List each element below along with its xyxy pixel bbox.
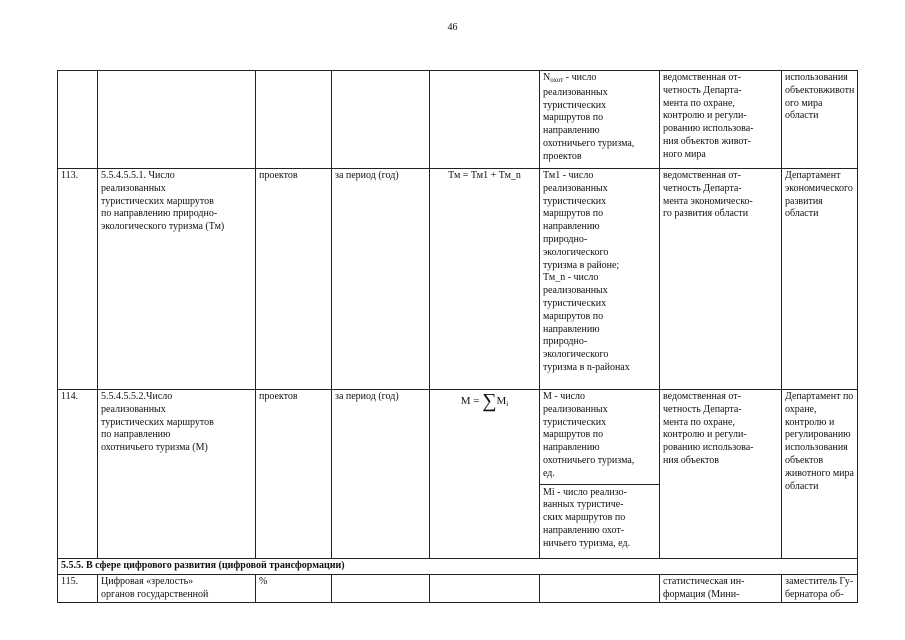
cell-name	[98, 71, 256, 169]
page-number: 46	[447, 22, 458, 33]
cell-unit: проектов	[256, 169, 332, 390]
cell-definition	[540, 390, 660, 559]
sum-symbol: ∑	[482, 390, 497, 413]
table-row-continuation	[58, 71, 858, 169]
formula-subscript: i	[506, 400, 509, 408]
cell-definition	[540, 574, 660, 603]
cell-source: ведомственная от- четность Департа- мента по охране, контролю и регули- рованию использова- ния объектов	[660, 390, 782, 559]
table-row-115	[58, 574, 858, 603]
cell-num	[58, 71, 98, 169]
cell-responsible: Департамент экономического развития области	[782, 169, 858, 390]
cell-unit	[256, 71, 332, 169]
cell-source: ведомственная от- четность Департа- мента экономическо- го развития области	[660, 169, 782, 390]
cell-num: 115.	[58, 574, 98, 603]
cell-source: статистическая ин- формация (Мини-	[660, 574, 782, 603]
section-row	[58, 559, 858, 575]
cell-unit: %	[256, 574, 332, 603]
cell-num: 113.	[58, 169, 98, 390]
definition-mi: Mi - число реализо- ванных туристиче- ских маршрутов по направлению охот- ничьего туризма, ед.	[543, 486, 631, 549]
indicator-subscript: охот	[550, 76, 564, 84]
definition-divider	[540, 484, 659, 485]
cell-formula	[430, 71, 540, 169]
section-title: 5.5.5. В сфере цифрового развития (цифровой трансформации)	[58, 559, 858, 575]
cell-name: 5.5.4.5.5.1. Число реализованных туристических маршрутов по направлению природно- экологического туризма (Тм)	[98, 169, 256, 390]
formula-term: M	[496, 395, 507, 407]
cell-formula	[430, 390, 540, 559]
cell-responsible: Департамент по охране, контролю и регулированию использования объектов животного мира области	[782, 390, 858, 559]
cell-definition: Тм1 - число реализованных туристических маршрутов по направлению природно- экологического туризма в районе; Тм_n - число реализованных туристических маршрутов по направлению природно- экологического туризма в n-районах	[540, 169, 660, 390]
cell-definition	[540, 71, 660, 169]
formula-lhs: M =	[460, 395, 480, 407]
cell-source: ведомственная от- четность Департа- мента по охране, контролю и регули- рованию использова- ния объектов живот- ного мира	[660, 71, 782, 169]
cell-period	[332, 574, 430, 603]
cell-period: за период (год)	[332, 169, 430, 390]
cell-formula	[430, 574, 540, 603]
cell-num: 114.	[58, 390, 98, 559]
cell-formula: Тм = Тм1 + Тм_n	[430, 169, 540, 390]
indicators-table	[57, 70, 858, 603]
table-row-114	[58, 390, 858, 559]
indicator-symbol: N	[543, 72, 551, 83]
table-row-113	[58, 169, 858, 390]
cell-period	[332, 71, 430, 169]
cell-unit: проектов	[256, 390, 332, 559]
definition-m: М - число реализованных туристических маршрутов по направлению охотничьего туризма, ед.	[543, 391, 635, 479]
cell-period: за период (год)	[332, 390, 430, 559]
sum-formula	[433, 391, 536, 411]
indicator-definition: - число реализованных туристических маршрутов по направлению охотничьего туризма, проектов	[543, 72, 635, 162]
cell-responsible: использования объектовживотн ого мира области	[782, 71, 858, 169]
cell-name: Цифровая «зрелость» органов государственной	[98, 574, 256, 603]
cell-responsible: заместитель Гу- бернатора об-	[782, 574, 858, 603]
cell-name: 5.5.4.5.5.2.Число реализованных туристических маршрутов по направлению охотничьего туризма (М)	[98, 390, 256, 559]
